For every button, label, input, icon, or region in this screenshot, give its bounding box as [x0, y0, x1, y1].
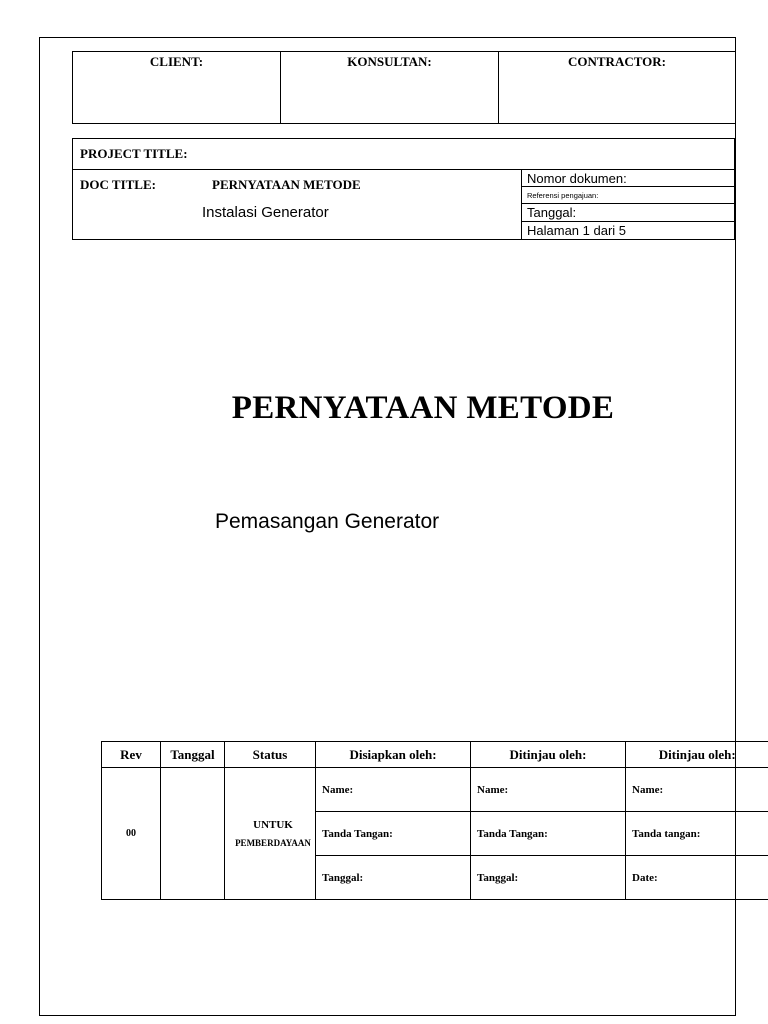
client-cell — [73, 52, 281, 124]
submission-ref-label: Referensi pengajuan: — [522, 187, 735, 204]
project-table — [72, 138, 735, 240]
consultant-label: KONSULTAN: — [347, 54, 432, 69]
prepared-date: Tanggal: — [316, 856, 471, 900]
reviewed2-signature: Tanda tangan: — [626, 812, 768, 856]
contractor-cell — [499, 52, 736, 124]
status-line-2: PEMBERDAYAAN — [235, 837, 311, 848]
reviewed1-name: Name: — [471, 768, 626, 812]
reviewed1-signature: Tanda Tangan: — [471, 812, 626, 856]
status-line-1: UNTUK — [253, 818, 293, 831]
prepared-signature: Tanda Tangan: — [316, 812, 471, 856]
header-reviewed-by-2: Ditinjau oleh: — [626, 742, 768, 768]
header-status: Status — [225, 742, 316, 768]
client-label: CLIENT: — [149, 54, 204, 69]
parties-table — [72, 51, 736, 124]
table-row — [102, 768, 768, 812]
header-date: Tanggal — [161, 742, 225, 768]
reviewed1-date: Tanggal: — [471, 856, 626, 900]
revision-table — [101, 741, 768, 900]
rev-date — [161, 768, 225, 900]
doc-title: PERNYATAAN METODE — [212, 177, 361, 192]
revision-header-row — [102, 742, 768, 768]
doc-subtitle: Instalasi Generator — [202, 204, 329, 221]
rev-status — [225, 768, 316, 900]
page-number: Halaman 1 dari 5 — [522, 222, 735, 240]
document-title: PERNYATAAN METODE — [231, 390, 615, 426]
header-prepared-by: Disiapkan oleh: — [316, 742, 471, 768]
project-title-label: PROJECT TITLE: — [73, 139, 735, 170]
prepared-name: Name: — [316, 768, 471, 812]
header-reviewed-by: Ditinjau oleh: — [471, 742, 626, 768]
header-rev: Rev — [102, 742, 161, 768]
reviewed2-name: Name: — [626, 768, 768, 812]
contractor-label: CONTRACTOR: — [568, 54, 666, 69]
rev-number: 00 — [102, 768, 161, 900]
date-label: Tanggal: — [522, 204, 735, 222]
reviewed2-date: Date: — [626, 856, 768, 900]
document-subtitle: Pemasangan Generator — [215, 510, 440, 533]
consultant-cell — [281, 52, 499, 124]
doc-title-cell — [73, 170, 522, 240]
doc-title-label: DOC TITLE: — [80, 177, 156, 192]
doc-number-label: Nomor dokumen: — [522, 170, 735, 187]
